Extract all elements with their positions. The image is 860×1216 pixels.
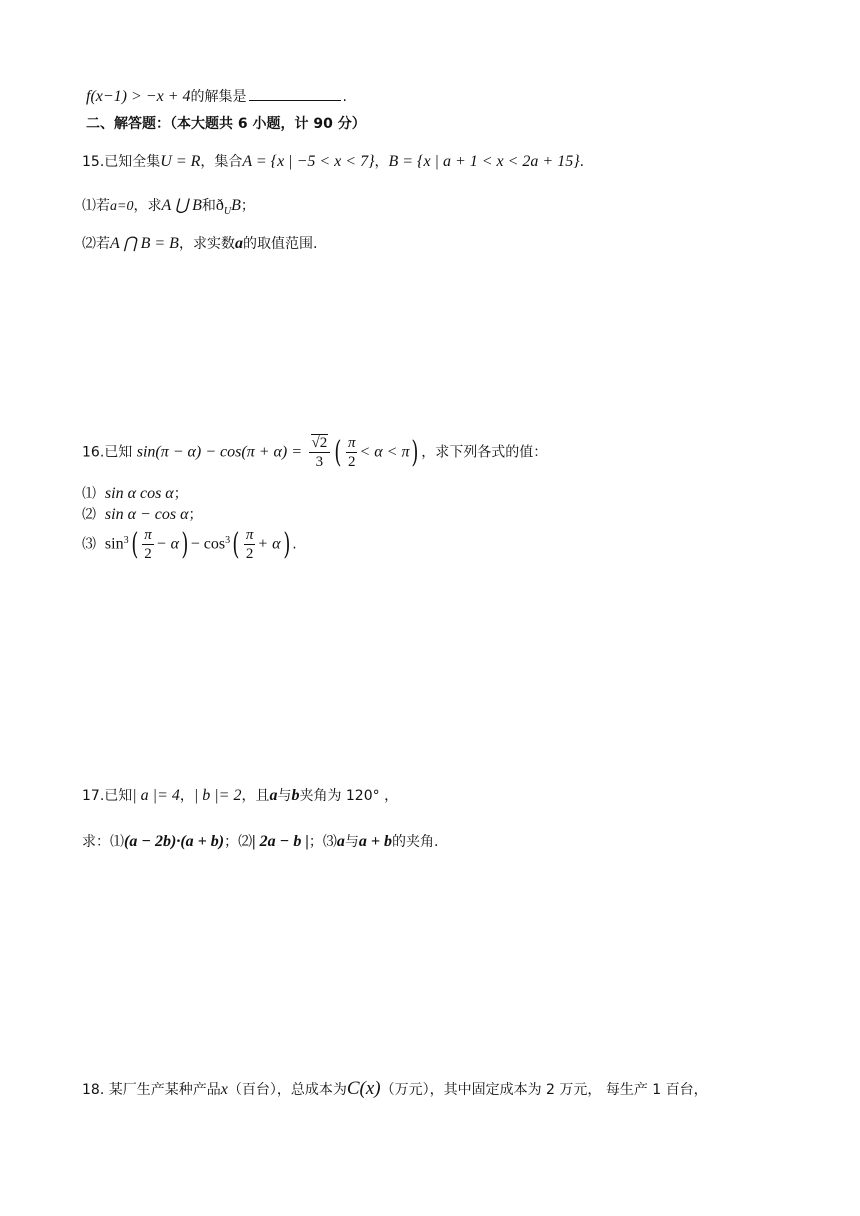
q16-part3-label: ⑶ <box>82 536 96 553</box>
q17-part1-end: ； <box>224 834 239 850</box>
q17-part1-expr: (a − 2b)·(a + b) <box>124 833 225 850</box>
q17-parts <box>82 832 438 851</box>
q15-set-b: B = {x | a + 1 < x < 2a + 15} <box>388 153 580 170</box>
q15-complement-b: B <box>231 197 241 214</box>
q15-set-a: A = {x | −5 < x < 7} <box>242 153 375 170</box>
q16-part3-paren-open-2: ( <box>232 526 240 562</box>
q17-vector-a: a <box>269 787 278 804</box>
q16-part2-label: ⑵ <box>82 507 96 523</box>
q16-part3-sin: sin <box>104 535 124 553</box>
q16-part3-fraction-1 <box>142 526 154 563</box>
q17-with: 与 <box>277 788 292 804</box>
q16-part3-pi-2: π <box>245 527 254 543</box>
q17-b-norm: | b |= 2 <box>193 787 242 804</box>
q15-part1-text: ，求 <box>133 198 162 214</box>
q15-part2-text: ，求实数 <box>178 236 235 252</box>
q15-number: 15. <box>82 154 105 170</box>
q16-left-paren: ( <box>334 434 342 470</box>
q16-value-fraction <box>309 434 331 471</box>
q18-text1: 某厂生产某种产品 <box>108 1082 221 1098</box>
q14-text: 的解集是 <box>190 89 247 105</box>
q18-cost-function: C(x) <box>346 1078 381 1099</box>
q16-lhs: sin(π − α) − cos(π + α) = <box>136 443 303 461</box>
q15-intro: 已知全集 <box>104 154 161 170</box>
q16-condition-rest: < α < π <box>359 443 410 461</box>
q16-tail: ，求下列各式的值： <box>421 444 548 461</box>
q17-part2-expr: | 2a − b | <box>252 833 309 850</box>
q18-number: 18. <box>82 1082 105 1098</box>
q14-answer-blank[interactable] <box>249 86 341 101</box>
q17-stem <box>82 786 398 805</box>
q17-part2-end: ； <box>308 834 323 850</box>
q15-part2-var: a <box>234 235 243 252</box>
q17-part3-end: 的夹角. <box>392 834 439 850</box>
q15-universe: U = R <box>160 153 201 170</box>
q16-part3-inner1: − α <box>155 535 180 553</box>
q16-part3-minus-cos: − cos <box>190 535 226 553</box>
q15-part2-label: ⑵若 <box>82 236 110 252</box>
q18-text3: （万元），其中固定成本为 2 万元， 每生产 1 百台， <box>380 1082 708 1098</box>
q16-right-paren: ) <box>411 434 419 470</box>
q16-part3-paren-open-1: ( <box>130 526 138 562</box>
q16-part3-exp2: 3 <box>225 534 231 546</box>
q16-value-denominator: 3 <box>315 454 324 470</box>
q16-part3-pi-1: π <box>144 527 152 543</box>
q15-complement-subscript: U <box>223 205 232 217</box>
q14-end: . <box>342 89 347 105</box>
q18-stem <box>82 1078 708 1101</box>
section-2-heading: 二、解答题：（本大题共 6 小题，计 90 分） <box>86 116 366 132</box>
q16-condition-denominator: 2 <box>347 454 356 470</box>
q16-part3-paren-close-1: ) <box>181 526 189 562</box>
q15-complement-symbol: ð <box>215 197 224 214</box>
q15-part2 <box>82 234 317 253</box>
q17-part2-label: ⑵ <box>238 834 253 850</box>
q17-sep1: ， <box>179 788 194 804</box>
q16-part3-end: . <box>292 536 297 553</box>
q16-part3-exp1: 3 <box>123 534 129 546</box>
q16-part2 <box>82 505 203 524</box>
q15-part2-end: 的取值范围. <box>242 236 318 252</box>
q16-part1-end: ； <box>173 486 188 502</box>
q17-intro: 已知 <box>104 788 133 804</box>
q15-part1 <box>82 196 255 218</box>
q17-ask: 求： <box>82 834 110 850</box>
q17-part3-a: a <box>336 833 345 850</box>
q15-part1-end: ； <box>240 198 255 214</box>
q16-stem <box>82 434 547 471</box>
q17-angle: 夹角为 120° ， <box>299 788 399 804</box>
q15-sep1: ，集合 <box>200 154 243 170</box>
q16-number: 16. <box>82 444 105 461</box>
q17-part1-label: ⑴ <box>110 834 124 850</box>
q16-condition-numerator: π <box>347 435 356 451</box>
q15-part1-condition: a=0 <box>110 199 134 214</box>
q16-part1 <box>82 484 188 503</box>
q15-sep2: ， <box>374 154 389 170</box>
q16-part3-two-2: 2 <box>245 546 254 562</box>
q15-part1-union: A ⋃ B <box>161 197 202 214</box>
q18-text2: （百台），总成本为 <box>227 1082 347 1098</box>
q15-end: . <box>579 154 585 170</box>
q17-vector-b: b <box>291 787 300 804</box>
q17-sep2: ，且 <box>241 788 270 804</box>
q17-part3-with: 与 <box>344 834 359 850</box>
q15-part1-and: 和 <box>201 198 216 214</box>
q16-condition-fraction <box>346 434 358 471</box>
q16-part3-paren-close-2: ) <box>282 526 290 562</box>
q16-part2-end: ； <box>188 507 203 523</box>
q16-part1-label: ⑴ <box>82 486 96 502</box>
q16-part3-inner2: + α <box>257 535 281 553</box>
q17-part3-sum: a + b <box>358 833 392 850</box>
q16-part3-two-1: 2 <box>144 546 152 562</box>
q14-tail-line <box>86 86 347 106</box>
q16-part2-expr: sin α − cos α <box>104 506 189 523</box>
q17-number: 17. <box>82 788 105 804</box>
q15-part2-expr: A ⋂ B = B <box>110 235 179 252</box>
q16-part3 <box>82 526 297 563</box>
q15-stem <box>82 152 584 171</box>
q16-part1-expr: sin α cos α <box>104 485 174 502</box>
q14-expression: f(x−1) > −x + 4 <box>86 88 191 105</box>
q17-a-norm: | a |= 4 <box>132 787 180 804</box>
q16-value-numerator: √2 <box>311 435 328 451</box>
q16-intro: 已知 <box>104 444 133 461</box>
q17-part3-label: ⑶ <box>322 834 337 850</box>
q18-var-x: x <box>220 1081 228 1098</box>
q16-part3-fraction-2 <box>244 526 256 563</box>
q15-part1-label: ⑴若 <box>82 198 110 214</box>
